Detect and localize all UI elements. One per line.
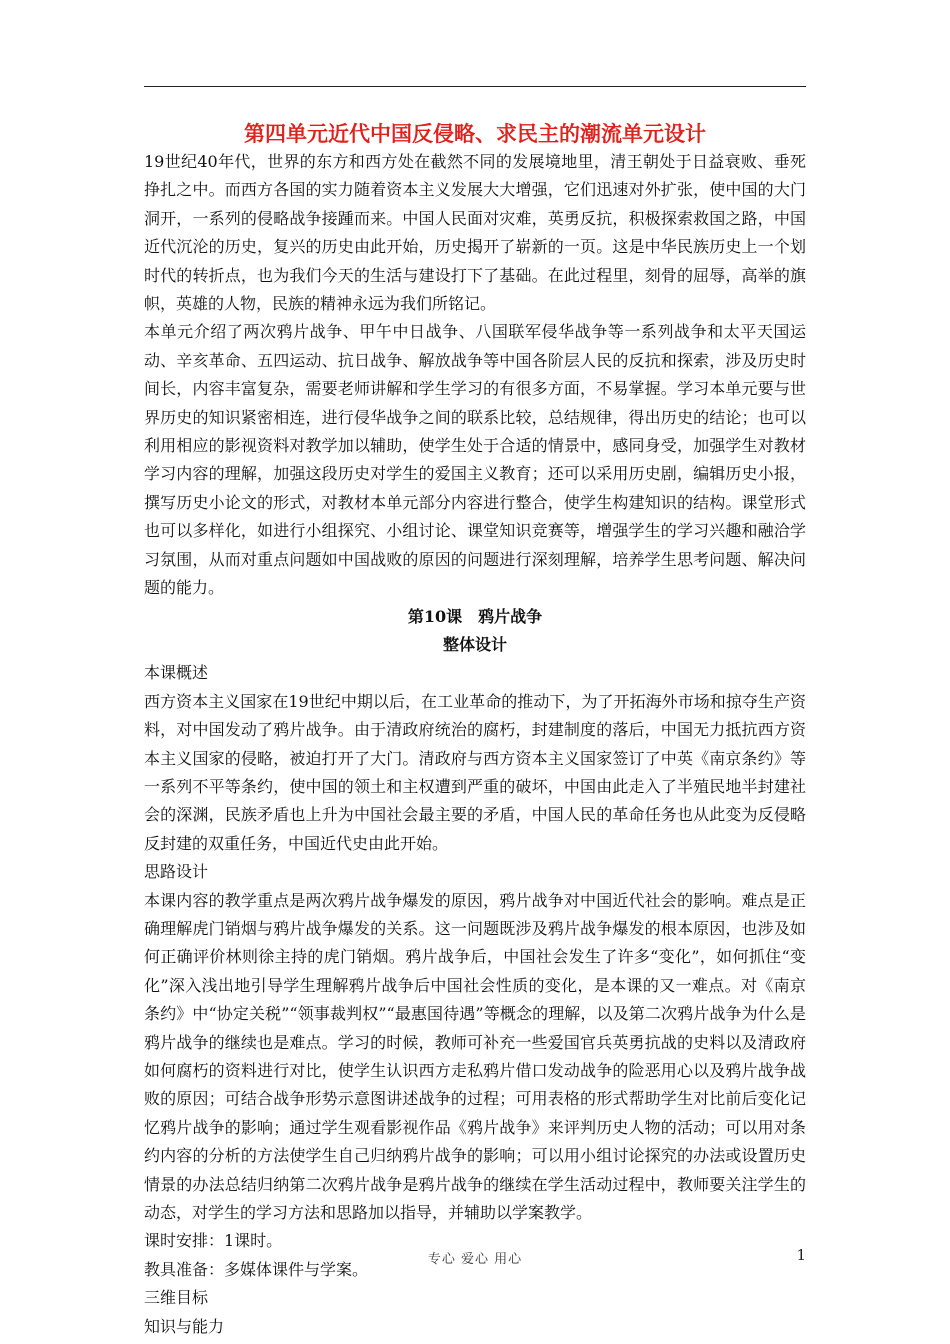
schedule-line: 课时安排：1课时。 <box>144 1231 283 1251</box>
intro-paragraph-2: 本单元介绍了两次鸦片战争、甲午中日战争、八国联军侵华战争等一系列战争和太平天国运动、辛亥革命、五四运动、抗日战争、解放战争等中国各阶层人民的反抗和探索，涉及历史时间长，内容丰富复杂，需要老师讲解和学生学习的有很多方面，不易掌握。学习本单元要与世界历史的知识紧密相连，进行侵华战争之间的联系比较，总结规律，得出历史的结论；也可以利用相应的影视资料对教学加以辅助，使学生处于合适的情景中，感同身受，加强学生对教材学习内容的理解，加强这段历史对学生的爱国主义教育；还可以采用历史剧，编辑历史小报，撰写历史小论文的形式，对教材本单元部分内容进行整合，使学生构建知识的结构。课堂形式也可以多样化，如进行小组探究、小组讨论、课堂知识竞赛等，增强学生的学习兴趣和融洽学习氛围，从而对重点问题如中国战败的原因的问题进行深刻理解，培养学生思考问题、解决问题的能力。 <box>144 322 806 598</box>
lesson-title: 第10课 鸦片战争 <box>407 606 543 626</box>
overview-paragraph: 西方资本主义国家在19世纪中期以后，在工业革命的推动下，为了开拓海外市场和掠夺生产资料，对中国发动了鸦片战争。由于清政府统治的腐朽，封建制度的落后，中国无力抵抗西方资本主义国家的侵略，被迫打开了大门。清政府与西方资本主义国家签订了中英《南京条约》等一系列不平等条约，使中国的领土和主权遭到严重的破坏，中国由此走入了半殖民地半封建社会的深渊，民族矛盾也上升为中国社会最主要的矛盾，中国人民的革命任务也从此变为反侵略反封建的双重任务，中国近代史由此开始。 <box>144 691 806 853</box>
unit-title: 第四单元近代中国反侵略、求民主的潮流单元设计 <box>244 121 706 146</box>
header-rule <box>144 86 806 87</box>
objectives-label: 三维目标 <box>144 1288 209 1308</box>
knowledge-label: 知识与能力 <box>144 1316 225 1336</box>
design-paragraph: 本课内容的教学重点是两次鸦片战争爆发的原因，鸦片战争对中国近代社会的影响。难点是正确理解虎门销烟与鸦片战争爆发的关系。这一问题既涉及鸦片战争爆发的根本原因，也涉及如何正确评价林则徐主持的虎门销烟。鸦片战争后，中国社会发生了许多“变化”，如何抓住“变化”深入浅出地引导学生理解鸦片战争后中国社会性质的变化，是本课的又一难点。对《南京条约》中“协定关税”“领事裁判权”“最惠国待遇”等概念的理解，以及第二次鸦片战争为什么是鸦片战争的继续也是难点。学习的时候，教师可补充一些爱国官兵英勇抗战的史料以及清政府如何腐朽的资料进行对比，使学生认识西方走私鸦片借口发动战争的险恶用心以及鸦片战争战败的原因；可结合战争形势示意图讲述战争的过程；可用表格的形式帮助学生对比前后变化记忆鸦片战争的影响；通过学生观看影视作品《鸦片战争》来评判历史人物的活动；可以用对条约内容的分析的方法使学生自己归纳鸦片战争的影响；可以用小组讨论探究的办法或设置历史情景的办法总结归纳第二次鸦片战争是鸦片战争的继续在学生活动过程中，教师要关注学生的动态，对学生的学习方法和思路加以指导，并辅助以学案教学。 <box>144 890 806 1223</box>
lesson-subtitle: 整体设计 <box>442 634 507 654</box>
page-number: 1 <box>796 1246 806 1264</box>
document-body <box>144 118 806 1341</box>
overview-label: 本课概述 <box>144 663 209 683</box>
intro-paragraph-1: 19世纪40年代，世界的东方和西方处在截然不同的发展境地里，清王朝处于日益衰败、垂死挣扎之中。而西方各国的实力随着资本主义发展大大增强，它们迅速对外扩张，使中国的大门洞开，一系列的侵略战争接踵而来。中国人民面对灾难，英勇反抗，积极探索救国之路，中国近代沉沦的历史，复兴的历史由此开始，历史揭开了崭新的一页。这是中华民族历史上一个划时代的转折点，也为我们今天的生活与建设打下了基础。在此过程里，刻骨的屈辱，高举的旗帜，英雄的人物，民族的精神永远为我们所铭记。 <box>144 152 806 314</box>
design-label: 思路设计 <box>144 862 209 882</box>
tools-line: 教具准备：多媒体课件与学案。 <box>144 1259 369 1279</box>
footer-motto: 专心 爱心 用心 <box>427 1252 523 1267</box>
